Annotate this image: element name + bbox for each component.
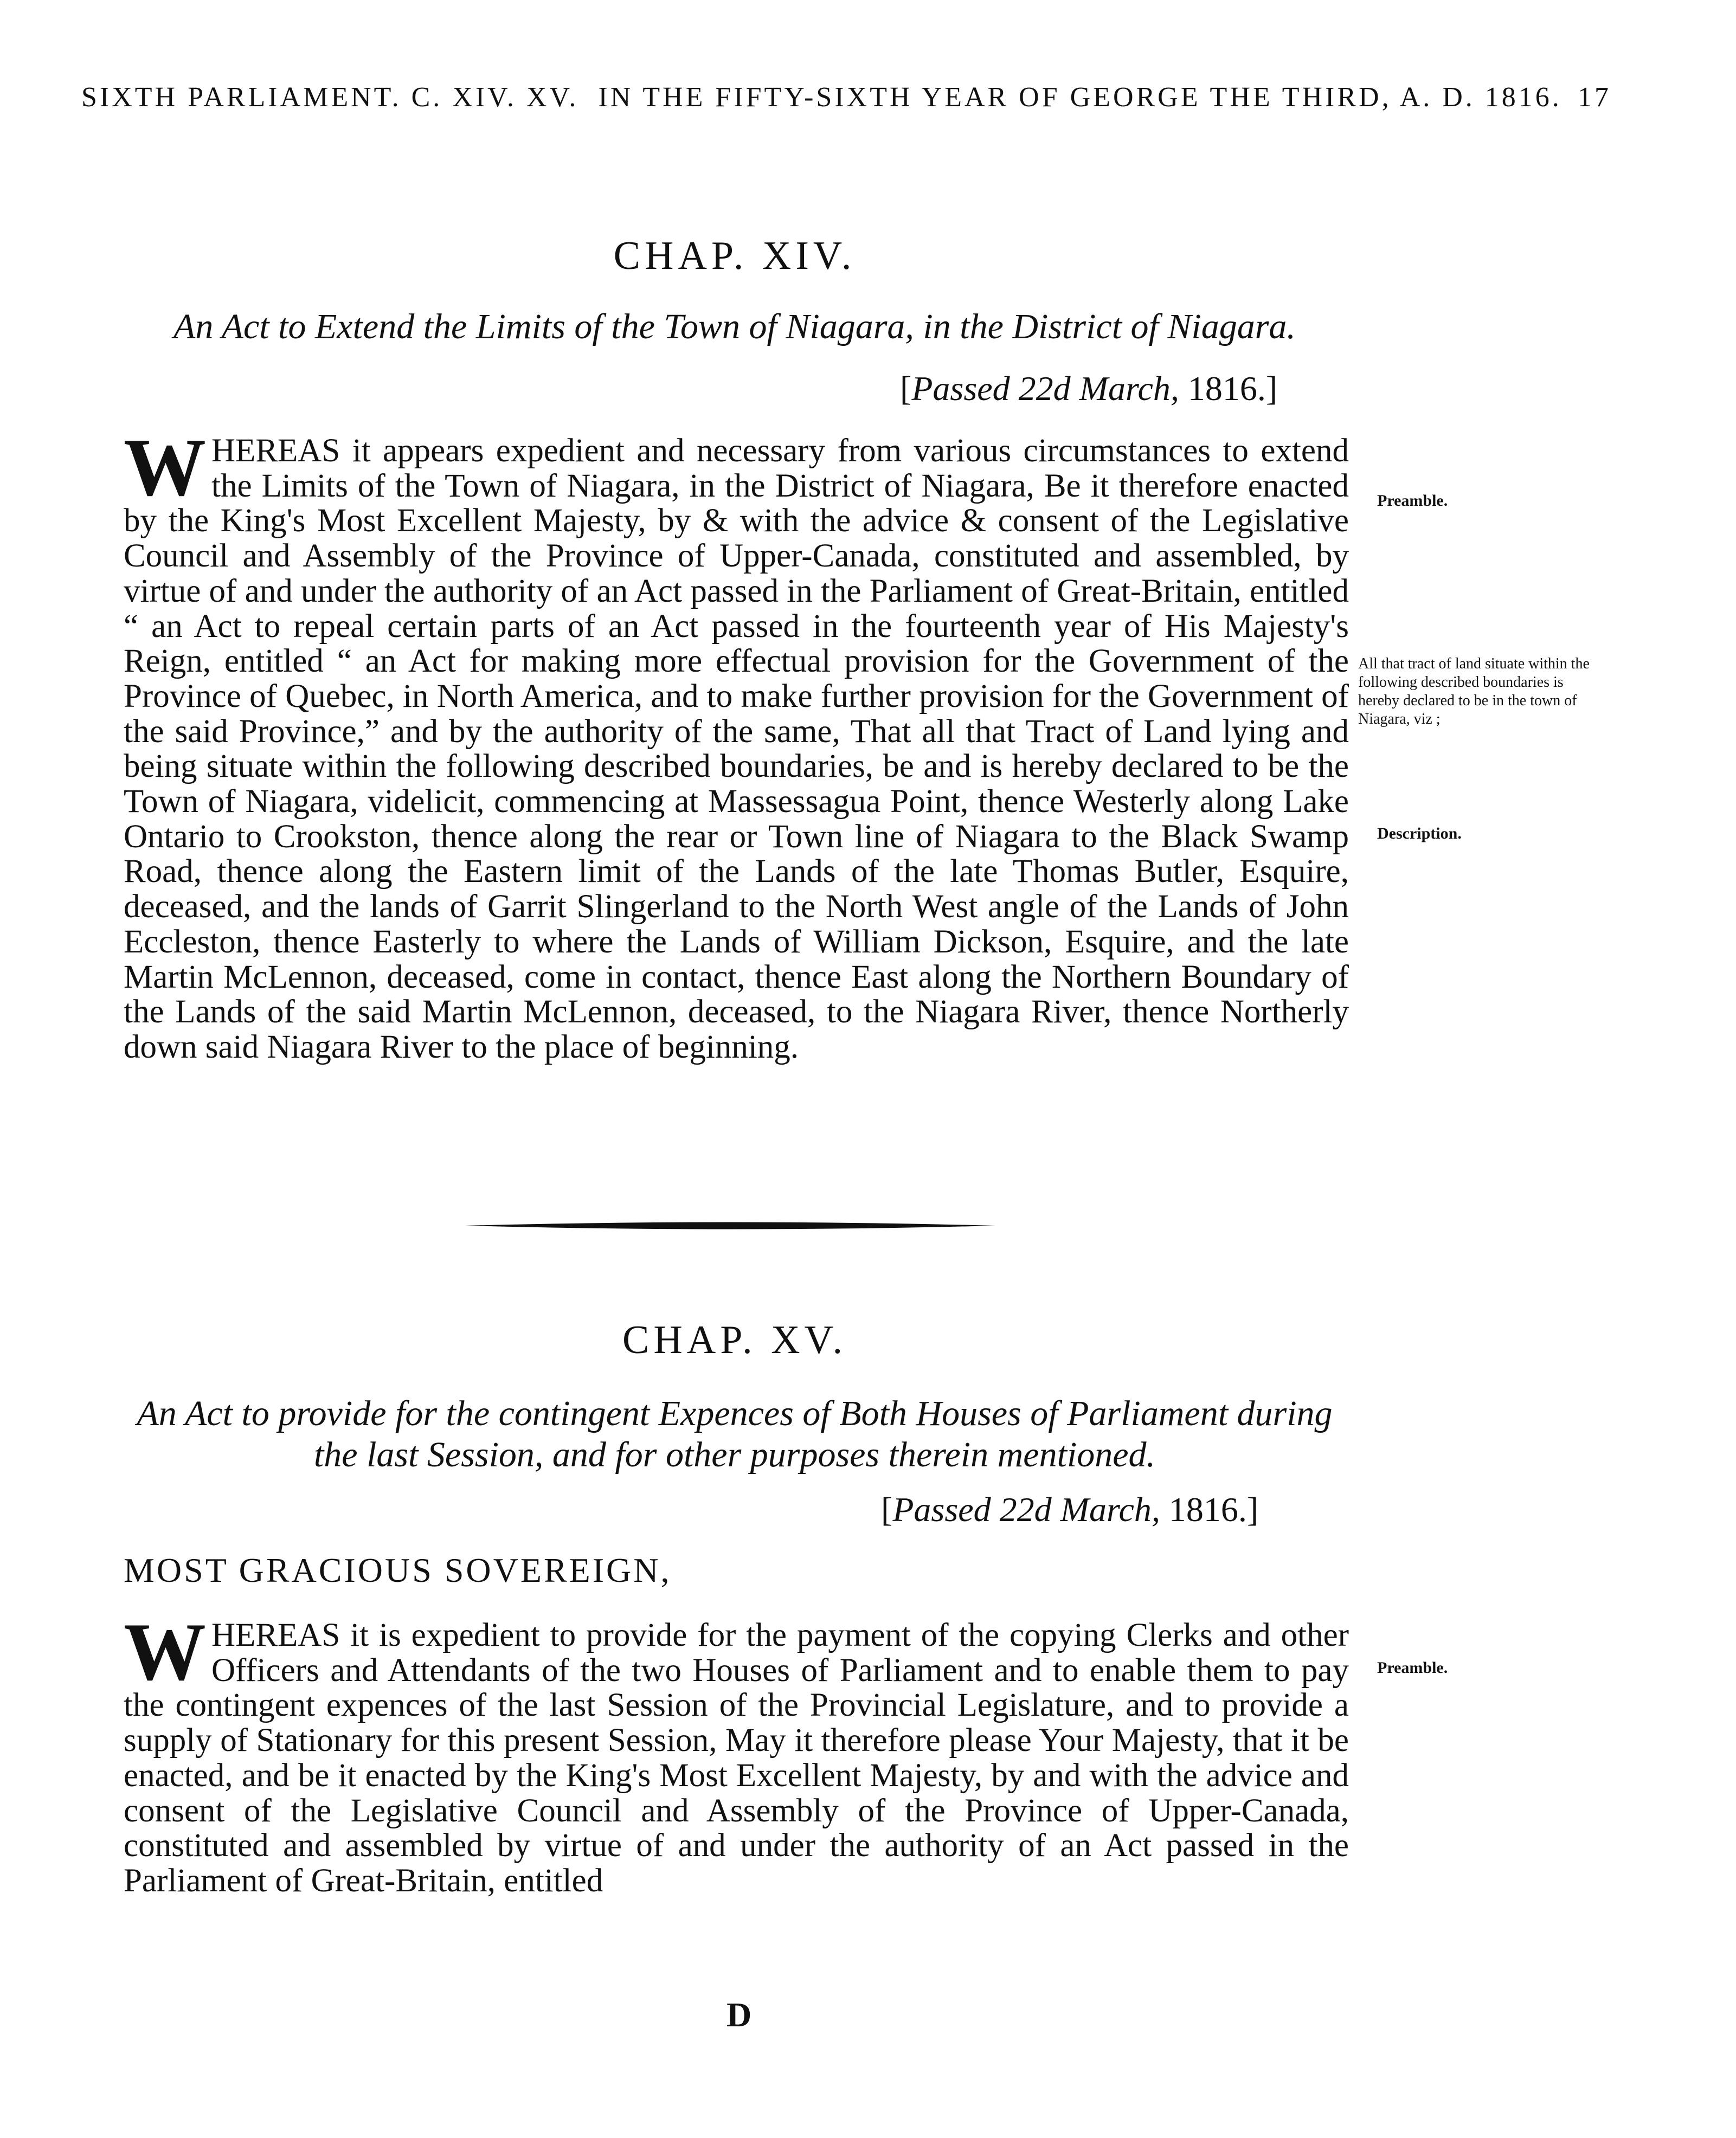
drop-cap: W (124, 422, 206, 513)
chapter-15-body (124, 1606, 1349, 1899)
passed-bracket-open: [ (881, 1490, 893, 1529)
chapter-15-title: An Act to provide for the contingent Expences of Both Houses of Parliament during the last Session, and for other purposes therein mentioned. (137, 1394, 1333, 1474)
page-number: 17 (1578, 82, 1611, 113)
passed-italic: Passed 22d March, (892, 1490, 1160, 1529)
chapter-14-text: HEREAS it appears expedient and necessary from various circumstances to extend the Limits of the Town of Niagara, in the District of Niagara, Be it therefore enacted by the King's Most Excellent Majesty, by & with the advice & consent of the Legislative Council and Assembly of the Province of Upper-Canada, constituted and assembled, by virtue of and under the authority of an Act passed in the Parliament of Great-Britain, entitled “ an Act to repeal certain parts of an Act passed in the fourteenth year of His Majesty's Reign, entitled “ an Act for making more effectual provision for the Government of the Province of Quebec, in North America, and to make further provision for the Government of the said Province,” and by the authority of the same, That all that Tract of Land lying and being situate within the following described boundaries, be and is hereby declared to be the Town of Niagara, videlicit, commencing at Massessagua Point, thence Westerly along Lake Ontario to Crookston, thence along the rear or Town line of Niagara to the Black Swamp Road, thence along the Eastern limit of the Lands of the late Thomas Butler, Esquire, deceased, and the lands of Garrit Slingerland to the North West angle of the Lands of John Eccleston, thence Easterly to where the Lands of William Dickson, Esquire, and the late Martin McLennon, deceased, come in contact, thence East along the Northern Boundary of the Lands of the said Martin McLennon, deceased, to the Niagara River, thence Northerly down said Niagara River to the place of beginning. (124, 433, 1349, 1065)
ornamental-rule (465, 1221, 995, 1231)
margin-note-preamble-15: Preamble. (1377, 1659, 1448, 1677)
header-text (81, 81, 1562, 113)
header-center: IN THE FIFTY-SIXTH YEAR OF GEORGE THE THIRD, A. D. 1816. (598, 82, 1562, 113)
chapter-14-body (124, 422, 1349, 1065)
passed-year: 1816.] (1160, 1490, 1259, 1529)
passed-bracket-open: [ (900, 369, 912, 408)
chapter-15-heading: CHAP. XV. (622, 1318, 847, 1362)
salutation: MOST GRACIOUS SOVEREIGN, (124, 1551, 672, 1589)
chapter-15-passed-date (881, 1490, 1369, 1530)
running-header (81, 81, 1611, 130)
chapter-14-heading: CHAP. XIV. (613, 234, 856, 278)
margin-note-description: Description. (1377, 825, 1462, 842)
drop-cap: W (124, 1606, 206, 1697)
margin-note-tract: All that tract of land situate within the following described boundaries is hereby declared to be in the town of Niagara, viz ; (1358, 655, 1590, 727)
header-left: SIXTH PARLIAMENT. C. XIV. XV. (81, 82, 579, 113)
signature-mark: D (726, 1995, 752, 2034)
chapter-14-passed-date (900, 369, 1388, 409)
passed-year: 1816.] (1179, 369, 1278, 408)
chapter-15-text: HEREAS it is expedient to provide for the payment of the copying Clerks and other Officers and Attendants of the two Houses of Parliament and to enable them to pay the contingent expences of the last Session of the Provincial Legislature, and to provide a supply of Stationary for this present Session, May it therefore please Your Majesty, that it be enacted, and be it enacted by the King's Most Excellent Majesty, by and with the advice and consent of the Legislative Council and Assembly of the Province of Upper-Canada, constituted and assembled by virtue of and under the authority of an Act passed in the Parliament of Great-Britain, entitled (124, 1617, 1349, 1899)
margin-note-preamble: Preamble. (1377, 492, 1448, 510)
chapter-14-title: An Act to Extend the Limits of the Town of Niagara, in the District of Niagara. (173, 307, 1296, 346)
passed-italic: Passed 22d March, (911, 369, 1179, 408)
